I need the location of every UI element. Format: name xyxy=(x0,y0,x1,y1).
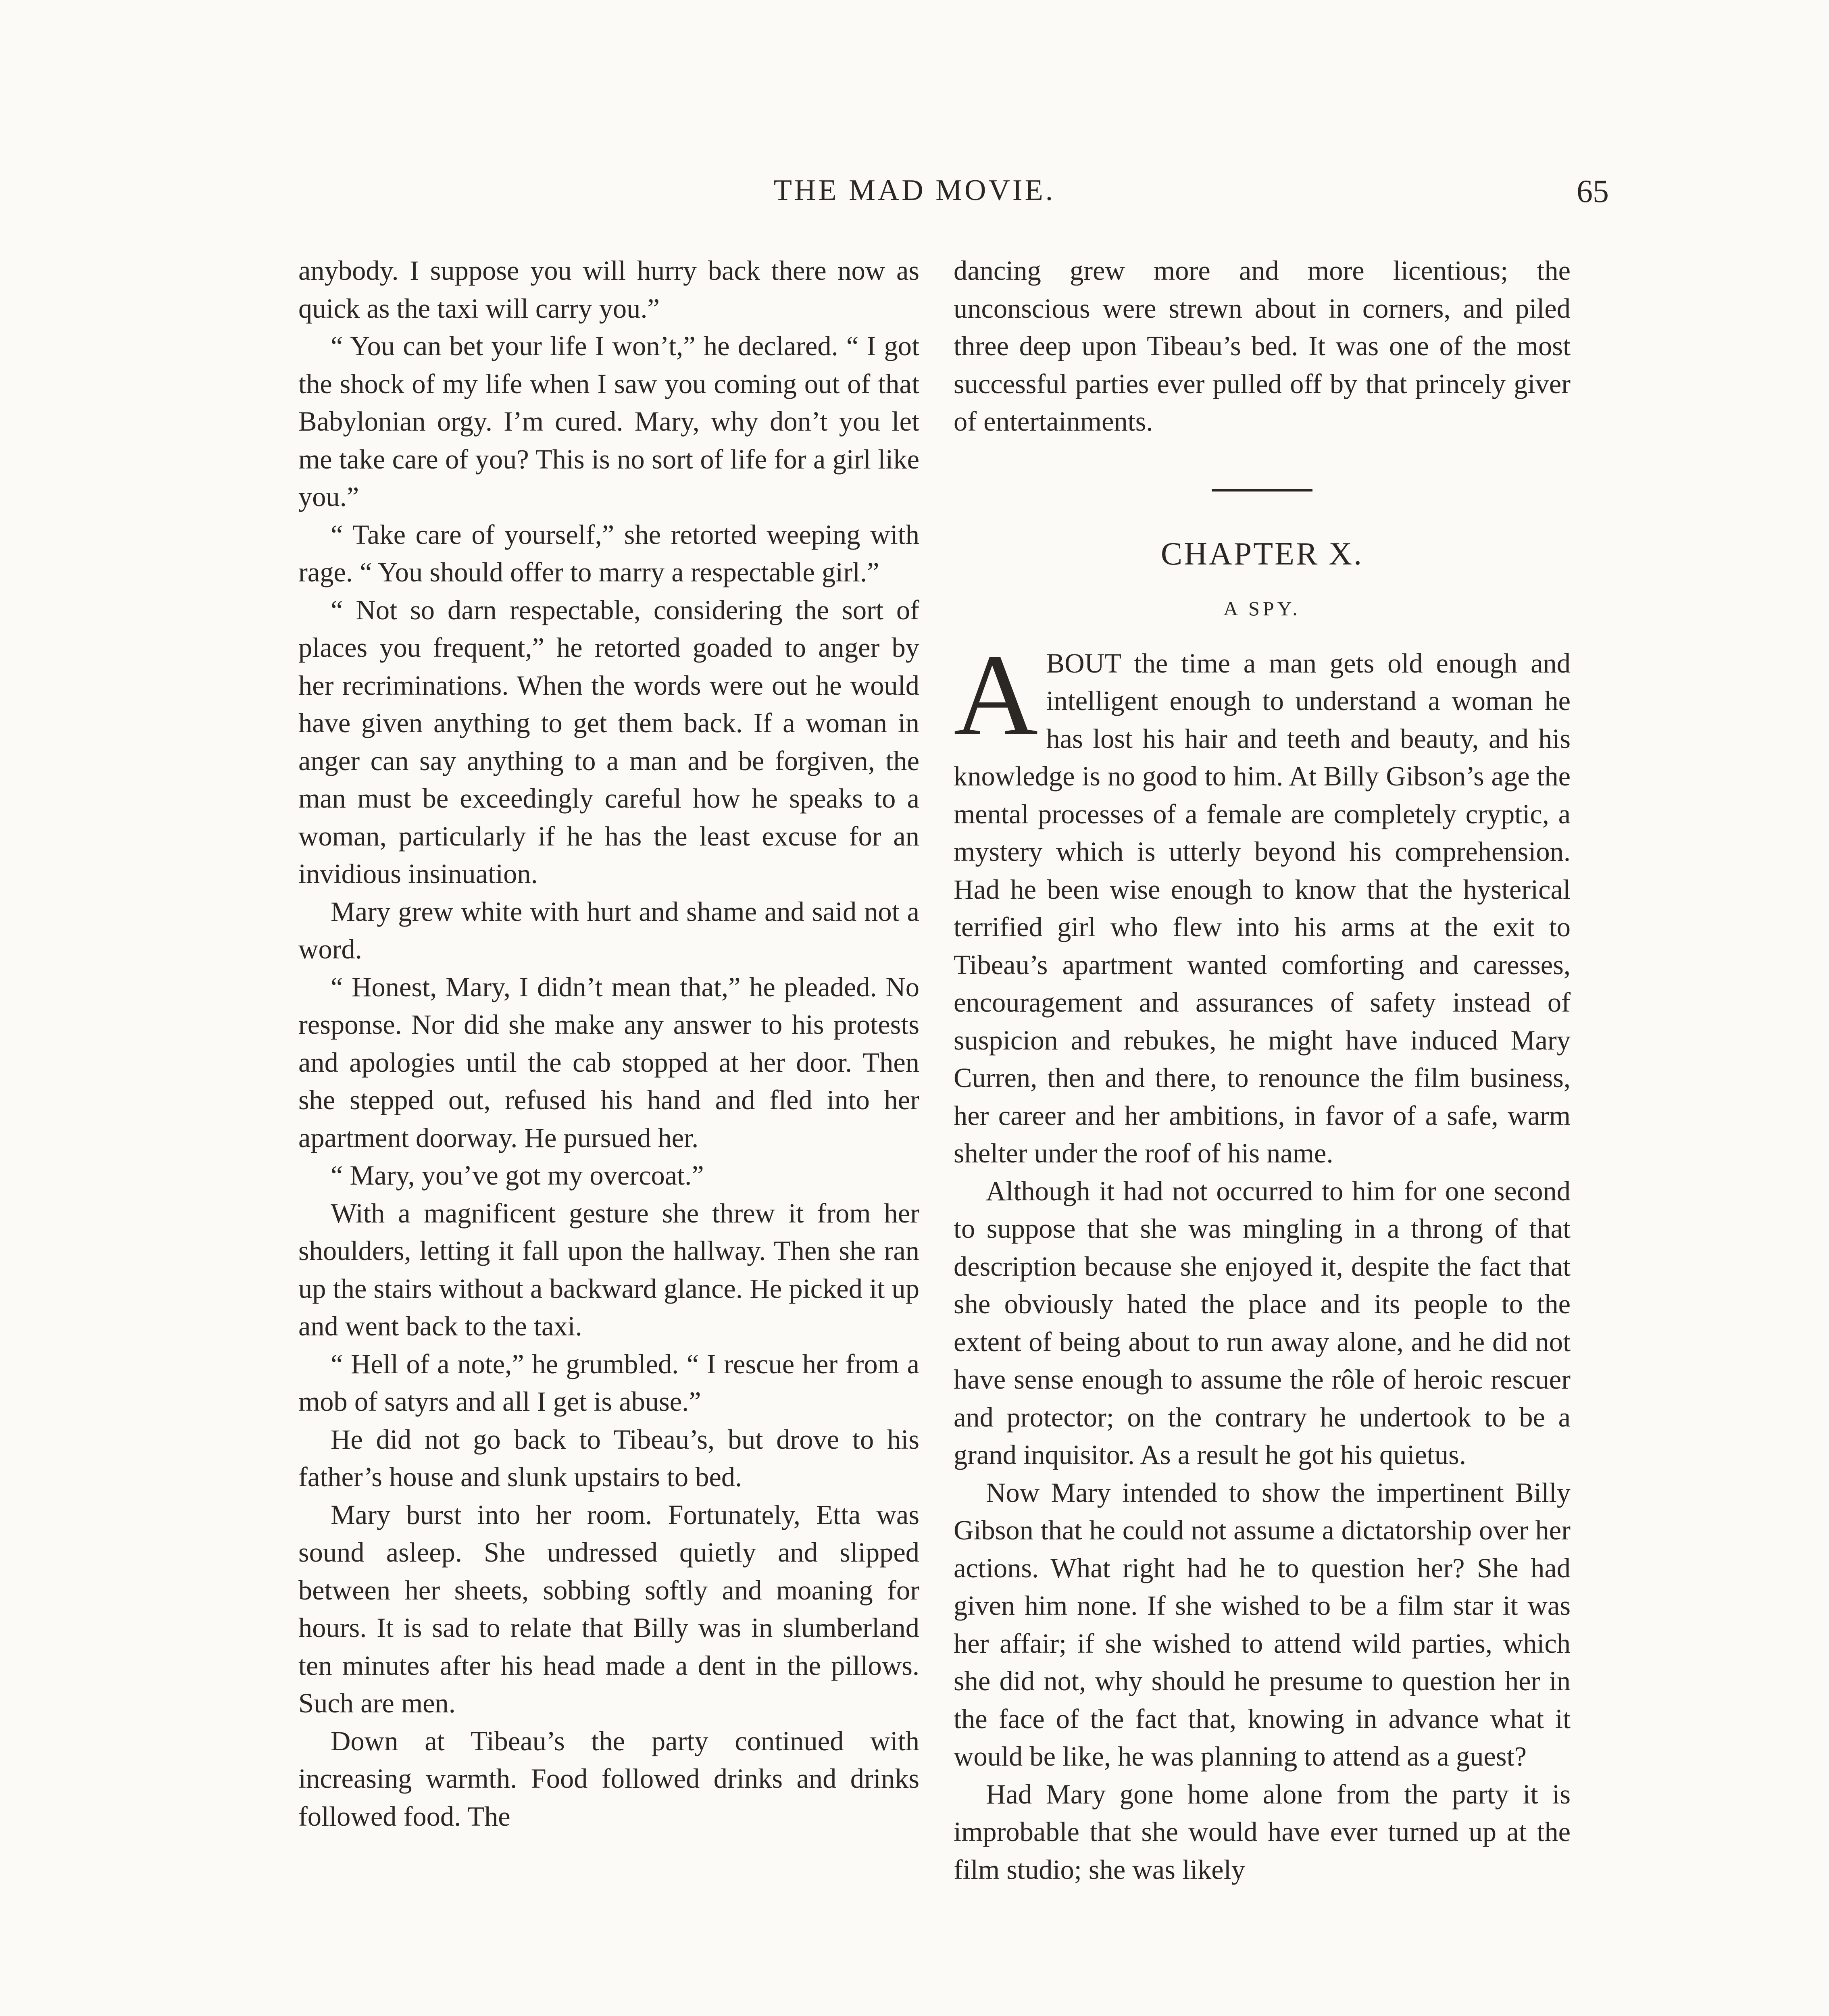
paragraph: Although it had not occurred to him for one second to suppose that she was mingling in a throng of that description because she enjoyed it, despite the fact that she obviously hated the place and its people to the extent of being about to run away alone, and he did not have sense enough to assume the rôle of heroic rescuer and protector; on the contrary he undertook to be a grand inquisitor. As a result he got his quietus. xyxy=(954,1175,1571,1470)
left-column xyxy=(298,252,919,1835)
paragraph: anybody. I suppose you will hurry back there now as quick as the taxi will carry you.” xyxy=(298,255,919,324)
opening-paragraph-text: BOUT the time a man gets old enough and intelligent enough to understand a woman he has lost his hair and teeth and beauty, and his knowledge is no good to him. At Billy Gibson’s age the mental processes of a female are completely cryptic, a mystery which is utterly beyond his comprehension. Had he been wise enough to know that the hysterical terrified girl who flew into his arms at the exit to Tibeau’s apartment wanted comforting and caresses, encouragement and assurances of safety instead of suspicion and rebukes, he might have induced Mary Curren, then and there, to renounce the film business, her career and her ambitions, in favor of a safe, warm shelter under the roof of his name. xyxy=(954,648,1571,1168)
paragraph: “ Hell of a note,” he grumbled. “ I rescue her from a mob of satyrs and all I get is abuse.” xyxy=(298,1348,919,1417)
paragraph: dancing grew more and more licentious; the unconscious were strewn about in corners, and piled three deep upon Tibeau’s bed. It was one of the most successful parties ever pulled off by that princely giver of entertainments. xyxy=(954,255,1571,437)
page-number: 65 xyxy=(1577,174,1609,209)
paragraph: He did not go back to Tibeau’s, but drove to his father’s house and slunk upstairs to bed. xyxy=(298,1424,919,1492)
paragraph: Had Mary gone home alone from the party it is improbable that she would have ever turned up at the film studio; she was likely xyxy=(954,1779,1571,1885)
paragraph: With a magnificent gesture she threw it from her shoulders, letting it fall upon the hallway. Then she ran up the stairs without a backward glance. He picked it up and went back to the taxi. xyxy=(298,1198,919,1341)
paragraph: Down at Tibeau’s the party continued with increasing warmth. Food followed drinks and drinks followed food. The xyxy=(298,1725,919,1832)
paragraph: “ Honest, Mary, I didn’t mean that,” he pleaded. No response. Nor did she make any answer to his protests and apologies until the cab stopped at her door. Then she stepped out, refused his hand and fled into her apartment doorway. He pursued her. xyxy=(298,971,919,1153)
running-title: THE MAD MOVIE. xyxy=(773,174,1056,207)
paragraph: “ Mary, you’ve got my overcoat.” xyxy=(331,1160,704,1191)
paragraph: “ Take care of yourself,” she retorted weeping with rage. “ You should offer to marry a respectable girl.” xyxy=(298,519,919,587)
right-column xyxy=(954,252,1571,1889)
paragraph: Now Mary intended to show the impertinent Billy Gibson that he could not assume a dictatorship over her actions. What right had he to question her? She had given him none. If she wished to be a film star it was her affair; if she wished to attend wild parties, which she did not, why should he presume to question her in the face of the fact that, knowing in advance what it would be like, he was planning to attend as a guest? xyxy=(954,1477,1571,1772)
paragraph: Mary burst into her room. Fortunately, Etta was sound asleep. She undressed quietly and slipped between her sheets, sobbing softly and moaning for hours. It is sad to relate that Billy was in slumberland ten minutes after his head made a dent in the pillows. Such are men. xyxy=(298,1499,919,1718)
chapter-subtitle: A SPY. xyxy=(1223,597,1301,620)
paragraph: Mary grew white with hurt and shame and said not a word. xyxy=(298,896,919,964)
opening-paragraph xyxy=(954,630,1571,1173)
chapter-heading: CHAPTER X. xyxy=(1160,536,1364,572)
paragraph: “ You can bet your life I won’t,” he declared. “ I got the shock of my life when I saw you coming out of that Babylonian orgy. I’m cured. Mary, why don’t you let me take care of you? This is no sort of life for a girl like you.” xyxy=(298,331,919,512)
chapter-divider xyxy=(1212,489,1312,492)
drop-cap: A xyxy=(954,630,1038,760)
paragraph: “ Not so darn respectable, considering the sort of places you frequent,” he retorted goaded to anger by her recriminations. When the words were out he would have given anything to get them back. If a woman in anger can say anything to a man and be forgiven, the man must be exceedingly careful how he speaks to a woman, particularly if he has the least excuse for an invidious insinuation. xyxy=(298,594,919,889)
